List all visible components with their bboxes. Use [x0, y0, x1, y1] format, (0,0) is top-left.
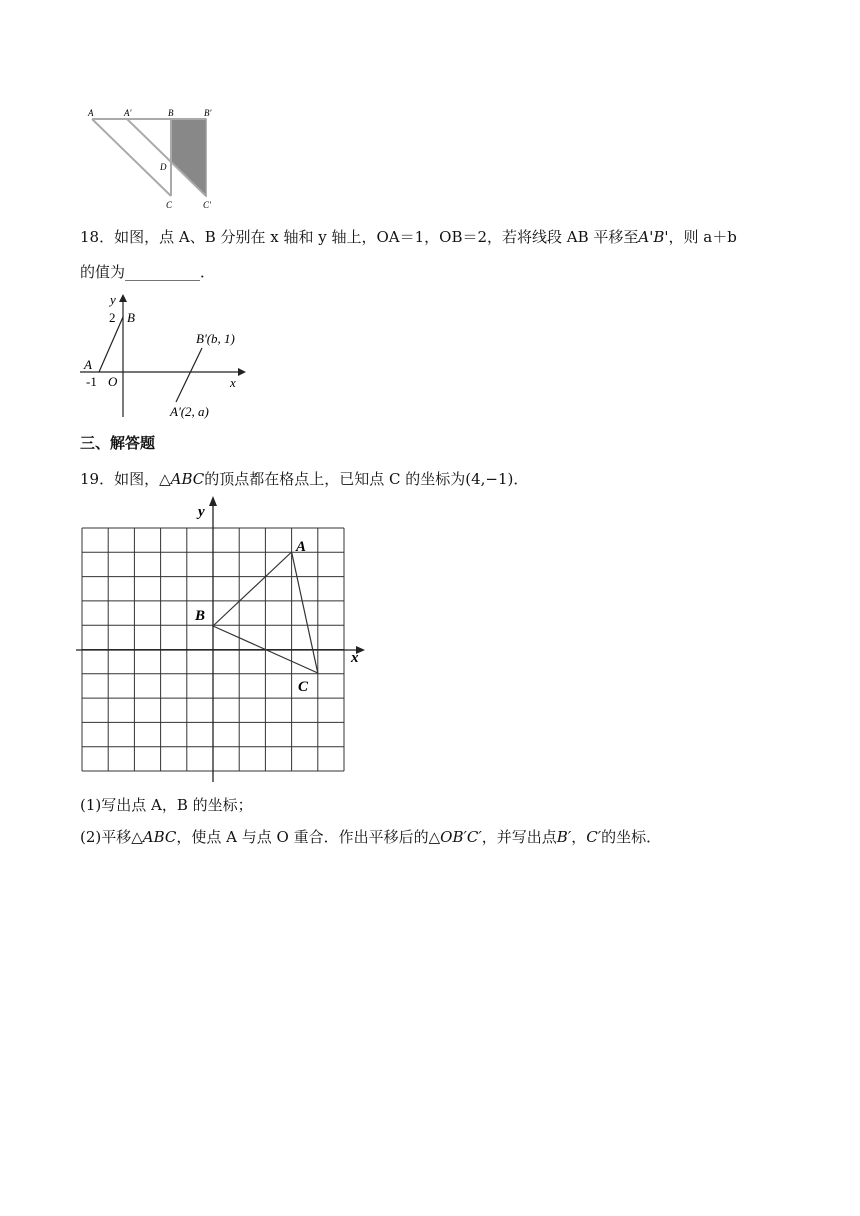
fig17-diagram — [82, 104, 222, 214]
q19-text-prefix: 19．如图， — [80, 470, 160, 488]
fig17-label-A-prime: A' — [124, 108, 132, 118]
q19-label-A: A — [296, 539, 307, 555]
q19-grid-diagram — [76, 496, 376, 786]
q19-label-B: B — [195, 608, 206, 624]
q19-part2-triangle: △ABC — [131, 828, 177, 846]
q18-label-B: B — [127, 310, 135, 325]
q18-segment-ApBp — [176, 348, 202, 402]
q18-tick-neg1: -1 — [86, 374, 97, 389]
q19-y-arrow-icon — [209, 496, 217, 506]
q18-label-A-prime: A'(2, a) — [170, 404, 209, 419]
q18-label-origin: O — [108, 374, 118, 389]
fig17-label-C-prime: C' — [203, 200, 211, 210]
q19-text-end: ． — [513, 470, 529, 488]
q18-label-x: x — [230, 375, 236, 390]
q18-line2: 的值为__________． — [80, 263, 216, 281]
q19-triangle: △ABC — [159, 470, 205, 488]
fig17-label-B-prime: B' — [204, 108, 212, 118]
q18-x-arrow-icon — [238, 368, 246, 376]
q18-text-suffix: ，则 a＋b — [668, 228, 737, 246]
q19-stem — [80, 468, 528, 490]
q18-line1 — [80, 226, 737, 248]
q18-y-arrow-icon — [119, 294, 127, 302]
q18-label-B-prime: B'(b, 1) — [196, 331, 235, 346]
fig17-label-B: B — [168, 108, 174, 118]
q18-segment-AB — [99, 317, 123, 372]
fig17-label-D: D — [160, 162, 167, 172]
section3-title: 三、解答题 — [80, 434, 156, 452]
q19-part2-sep: ， — [571, 828, 587, 846]
q19-coord-C: (4,−1) — [465, 470, 514, 488]
q19-part2 — [80, 826, 661, 848]
q19-label-x: x — [351, 650, 359, 666]
q18-text-prefix: 18．如图，点 A、B 分别在 x 轴和 y 轴上，OA＝1，OB＝2，若将线段 AB 平移至 — [80, 228, 639, 246]
q19-text-mid: 的顶点都在格点上，已知点 C 的坐标为 — [204, 470, 466, 488]
fig17-shaded-region — [171, 119, 206, 196]
fig17-ac-hypotenuse — [92, 119, 171, 196]
q18-label-y: y — [110, 292, 116, 307]
q19-part1: (1)写出点 A，B 的坐标； — [80, 796, 253, 814]
q18-tick-2: 2 — [109, 310, 116, 325]
q19-part2-mid: ，使点 A 与点 O 重合．作出平移后的 — [176, 828, 429, 846]
fig17-label-C: C — [166, 200, 173, 210]
q19-label-y: y — [198, 504, 205, 520]
fig17-label-A: A — [88, 108, 94, 118]
q18-label-A: A — [84, 357, 92, 372]
q19-part2-Cp: C′ — [586, 828, 602, 846]
q19-part2-prefix: (2)平移 — [80, 828, 132, 846]
q19-part2-triangle2: △OB′C′ — [428, 828, 482, 846]
q18-diagram — [78, 292, 258, 422]
q19-label-C: C — [298, 679, 309, 695]
q19-part2-end: 的坐标． — [601, 828, 662, 846]
q19-part2-mid2: ，并写出点 — [481, 828, 557, 846]
q18-segment: A'B' — [638, 228, 669, 246]
q19-part2-Bp: B′ — [556, 828, 572, 846]
